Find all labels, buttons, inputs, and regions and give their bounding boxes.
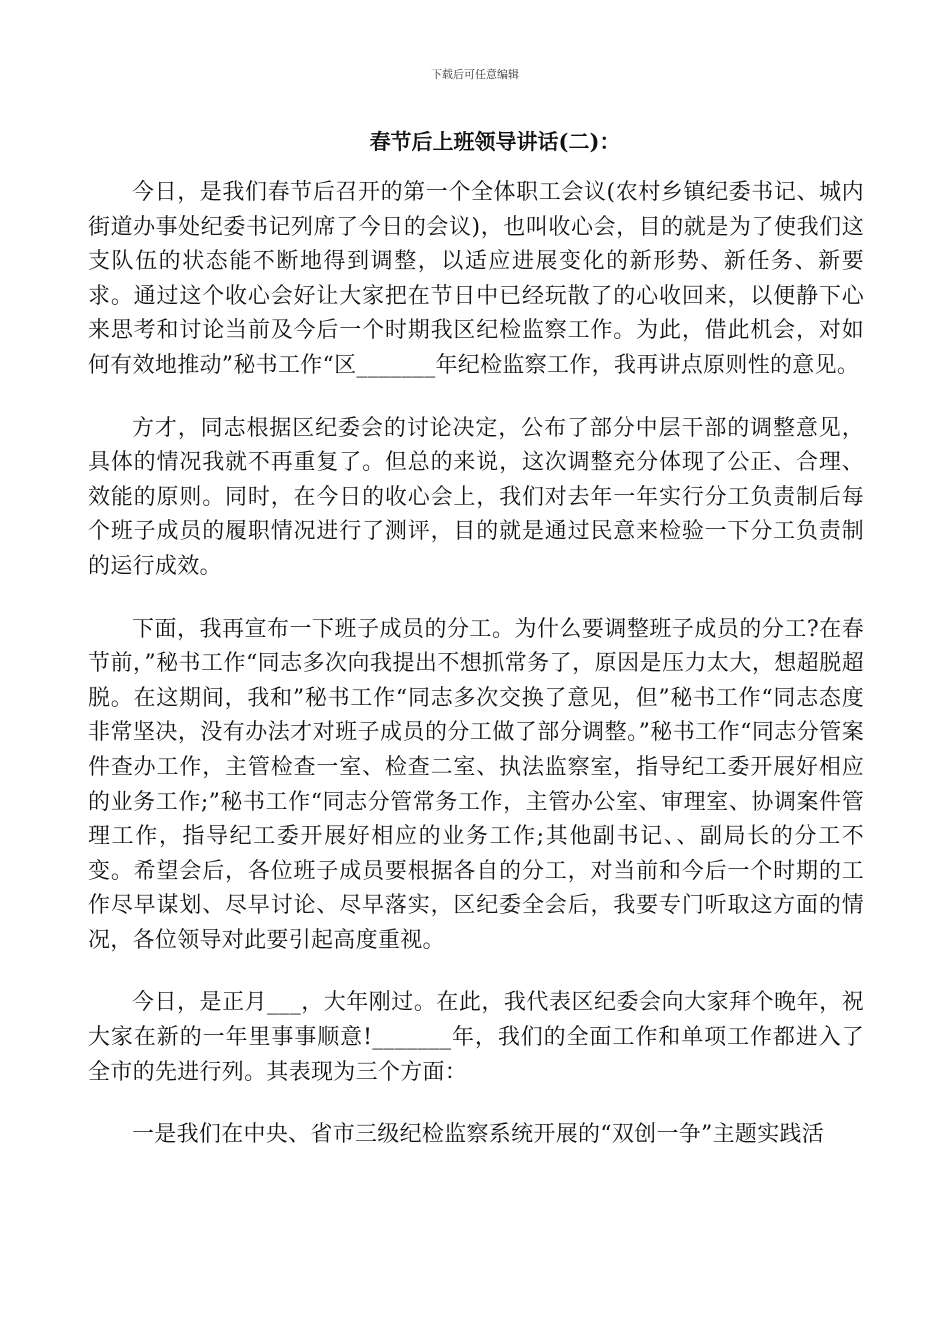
document-title: 春节后上班领导讲话(二)： [369,129,621,154]
header-note: 下载后可任意编辑 [431,68,519,81]
paragraph-4: 今日，是正月___，大年刚过。在此，我代表区纪委会向大家拜个晚年，祝大家在新的一年里事事顺意!_______年，我们的全面工作和单项工作都进入了全市的先进行列。其表现为三个方面： [88,990,864,1085]
paragraph-2: 方才，同志根据区纪委会的讨论决定，公布了部分中层干部的调整意见，具体的情况我就不再重复了。但总的来说，这次调整充分体现了公正、合理、效能的原则。同时，在今日的收心会上，我们对去年一年实行分工负责制后每个班子成员的履职情况进行了测评，目的就是通过民意来检验一下分工负责制的运行成效。 [88,415,864,579]
paragraph-1: 今日，是我们春节后召开的第一个全体职工会议(农村乡镇纪委书记、城内街道办事处纪委书记列席了今日的会议)，也叫收心会，目的就是为了使我们这支队伍的状态能不断地得到调整，以适应进展变化的新形势、新任务、新要求。通过这个收心会好让大家把在节日中已经玩散了的心收回来，以便静下心来思考和讨论当前及今后一个时期我区纪检监察工作。为此，借此机会，对如何有效地推动”秘书工作“区_______年纪检监察工作，我再讲点原则性的意见。 [88,180,864,378]
paragraph-5: 一是我们在中央、省市三级纪检监察系统开展的“双创一争”主题实践活 [132,1122,825,1148]
paragraph-3: 下面，我再宣布一下班子成员的分工。为什么要调整班子成员的分工?在春节前，”秘书工作“同志多次向我提出不想抓常务了，原因是压力太大，想超脱超脱。在这期间，我和”秘书工作“同志多次交换了意见，但”秘书工作“同志态度非常坚决，没有办法才对班子成员的分工做了部分调整。”秘书工作“同志分管案件查办工作，主管检查一室、检查二室、执法监察室，指导纪工委开展好相应的业务工作;”秘书工作“同志分管常务工作，主管办公室、审理室、协调案件管理工作，指导纪工委开展好相应的业务工作;其他副书记、、副局长的分工不变。希望会后，各位班子成员要根据各自的分工，对当前和今后一个时期的工作尽早谋划、尽早讨论、尽早落实，区纪委全会后，我要专门听取这方面的情况，各位领导对此要引起高度重视。 [88,616,864,953]
document-body [88,176,864,1181]
